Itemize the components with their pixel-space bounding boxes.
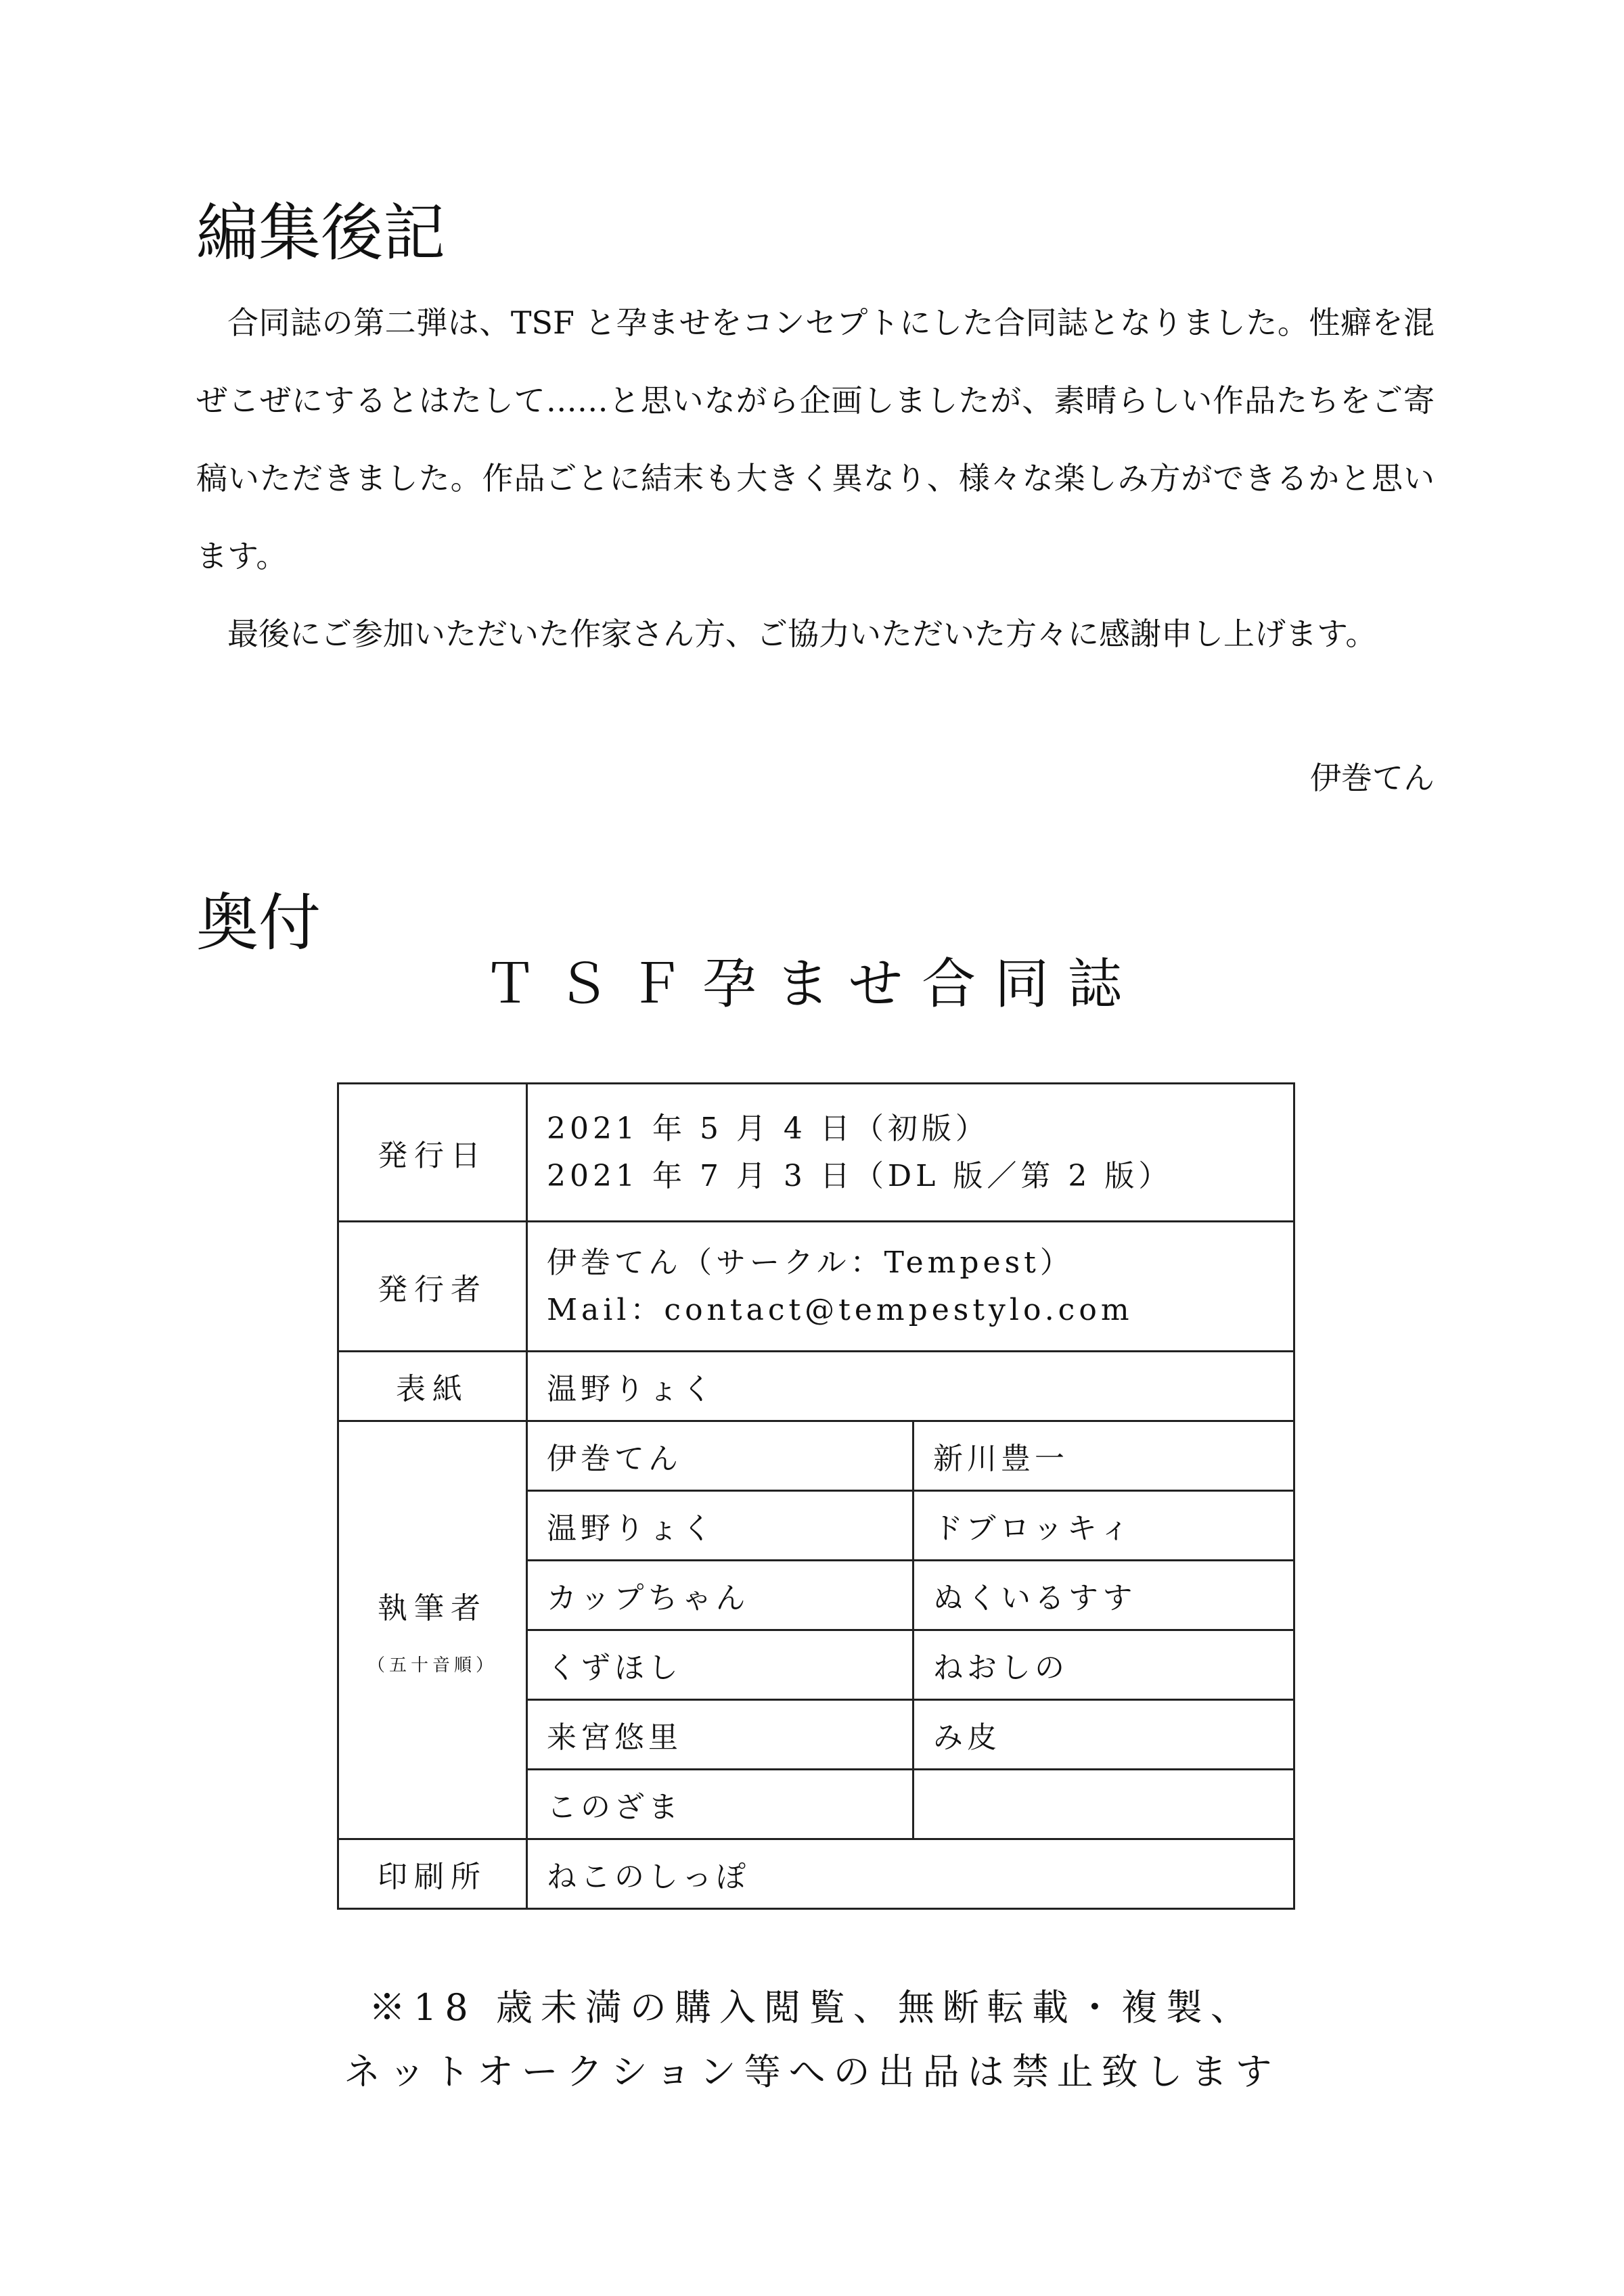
book-title: ＴＳＦ孕ませ合同誌 [483, 952, 1141, 1015]
writer-name: 温野りょく [527, 1491, 914, 1561]
publisher-row [338, 1222, 1294, 1352]
afterword-paragraph-2: 最後にご参加いただいた作家さん方、ご協力いただいた方々に感謝申し上げます。 [227, 616, 1377, 652]
notice-line-2: ネットオークション等への出品は禁止致します [344, 2050, 1280, 2093]
afterword-heading: 編集後記 [196, 197, 446, 269]
writers-sublabel: （五十音順） [367, 1655, 497, 1676]
writer-name: このざま [527, 1770, 914, 1839]
cover-label: 表紙 [338, 1352, 527, 1421]
writer-name: 来宮悠里 [527, 1700, 914, 1770]
publisher-value [527, 1222, 1294, 1352]
writer-name: ドブロッキィ [914, 1491, 1294, 1561]
writer-name: み皮 [914, 1700, 1294, 1770]
colophon-heading: 奥付 [196, 887, 321, 959]
writers-label-cell [338, 1421, 527, 1839]
writers-label: 執筆者 [378, 1591, 487, 1626]
writer-name-empty [914, 1770, 1294, 1839]
issue-date-value [527, 1084, 1294, 1222]
writer-name: 伊巻てん [527, 1421, 914, 1491]
printer-label: 印刷所 [338, 1839, 527, 1909]
printer-row [338, 1839, 1294, 1909]
writer-name: ねおしの [914, 1630, 1294, 1700]
colophon-table [337, 1082, 1295, 1910]
publisher-email: Mail：contact@tempestylo.com [547, 1292, 1133, 1327]
notice-line-1: ※18 歳未満の購入閲覧、無断転載・複製、 [369, 1986, 1255, 2029]
issue-date-label: 発行日 [338, 1084, 527, 1222]
afterword-paragraph-1: 合同誌の第二弾は、TSF と孕ませをコンセプトにした合同誌となりました。性癖を混ぜこぜにするとはたして……と思いながら企画しましたが、素晴らしい作品たちをご寄稿いただきました。作品ごとに結末も大きく異なり、様々な楽しみ方ができるかと思います。 [196, 304, 1435, 574]
issue-date-line-2: 2021 年 7 月 3 日（DL 版／第 2 版） [547, 1158, 1173, 1193]
cover-row [338, 1352, 1294, 1421]
age-restriction-notice [0, 1975, 1624, 2104]
cover-value: 温野りょく [527, 1352, 1294, 1421]
afterword-signature: 伊巻てん [1310, 760, 1435, 796]
writers-row [338, 1421, 1294, 1491]
publisher-line-1: 伊巻てん（サークル：Tempest） [547, 1245, 1074, 1280]
publisher-label: 発行者 [338, 1222, 527, 1352]
writer-name: くずほし [527, 1630, 914, 1700]
issue-date-line-1: 2021 年 5 月 4 日（初版） [547, 1111, 989, 1146]
writer-name: 新川豊一 [914, 1421, 1294, 1491]
printer-value: ねこのしっぽ [527, 1839, 1294, 1909]
writer-name: ぬくいるすす [914, 1561, 1294, 1630]
issue-date-row [338, 1084, 1294, 1222]
writer-name: カップちゃん [527, 1561, 914, 1630]
